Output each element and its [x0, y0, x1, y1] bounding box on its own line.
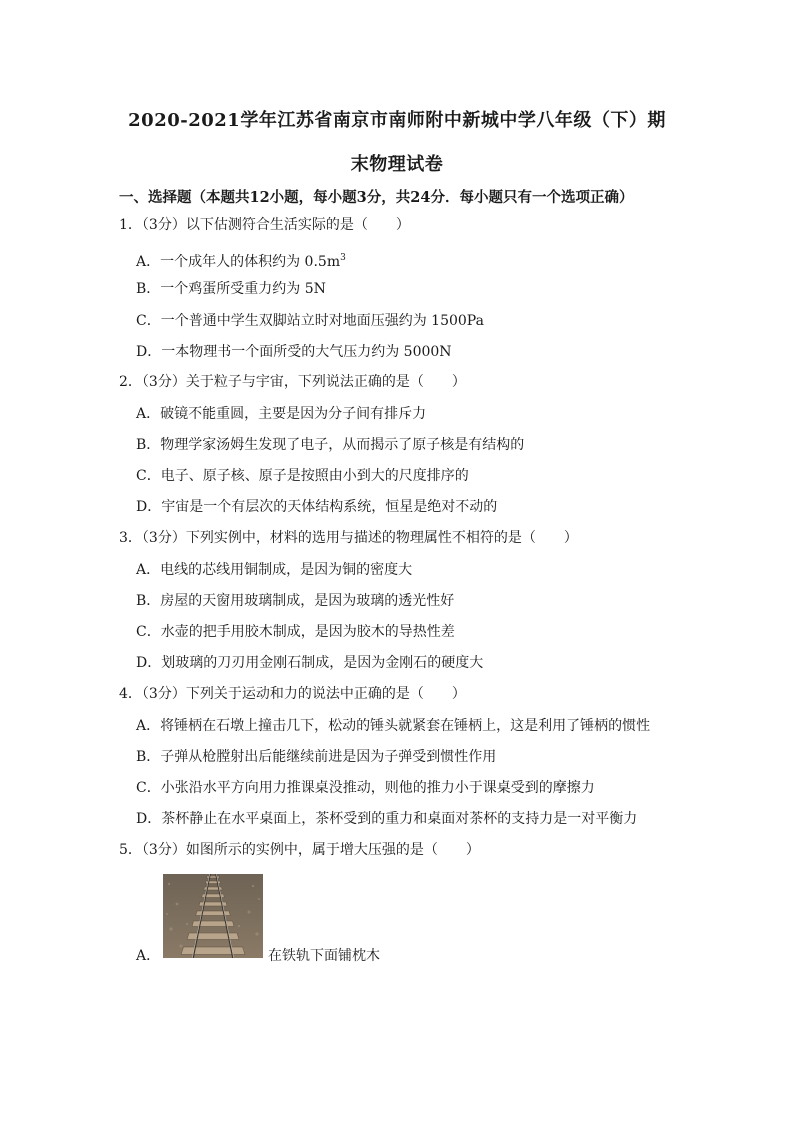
question-3-option-a: A．电线的芯线用铜制成，是因为铜的密度大	[136, 562, 413, 578]
question-1-stem: 1．（3分）以下估测符合生活实际的是（ ）	[119, 217, 410, 233]
question-2-option-a: A．破镜不能重圆，主要是因为分子间有排斥力	[136, 406, 427, 422]
question-5-option-a-caption: 在铁轨下面铺枕木	[268, 948, 380, 964]
question-5-stem: 5．（3分）如图所示的实例中，属于增大压强的是（ ）	[119, 842, 480, 858]
question-4-option-a: A．将锤柄在石墩上撞击几下，松动的锤头就紧套在锤柄上，这是利用了锤柄的惯性	[136, 718, 651, 734]
question-4-option-b: B．子弹从枪膛射出后能继续前进是因为子弹受到惯性作用	[136, 749, 497, 765]
question-3-option-d: D．划玻璃的刀刃用金刚石制成，是因为金刚石的硬度大	[136, 655, 484, 671]
question-2-option-d: D．宇宙是一个有层次的天体结构系统，恒星是绝对不动的	[136, 499, 498, 515]
question-2-stem: 2．（3分）关于粒子与宇宙，下列说法正确的是（ ）	[119, 374, 466, 390]
exam-title-line-2: 末物理试卷	[350, 154, 444, 175]
question-4-option-c: C．小张沿水平方向用力推课桌没推动，则他的推力小于课桌受到的摩擦力	[136, 780, 595, 796]
question-3-option-b: B．房屋的天窗用玻璃制成，是因为玻璃的透光性好	[136, 593, 455, 609]
question-1-option-a	[136, 248, 346, 272]
question-3-option-c: C．水壶的把手用胶木制成，是因为胶木的导热性差	[136, 624, 455, 640]
railway-track-illustration	[163, 874, 263, 958]
superscript-cubed: 3	[340, 253, 346, 263]
question-1-option-a-text: A．一个成年人的体积约为 0.5m	[136, 254, 341, 270]
question-5-option-a-label: A．	[136, 948, 161, 964]
question-1-option-b: B．一个鸡蛋所受重力约为 5N	[136, 281, 326, 297]
section-heading-choice: 一、选择题（本题共12小题，每小题3分，共24分．每小题只有一个选项正确）	[119, 189, 634, 206]
railway-track-photo	[163, 874, 263, 958]
question-1-option-d: D．一本物理书一个面所受的大气压力约为 5000N	[136, 344, 452, 360]
question-4-stem: 4．（3分）下列关于运动和力的说法中正确的是（ ）	[119, 686, 466, 702]
question-2-option-b: B．物理学家汤姆生发现了电子，从而揭示了原子核是有结构的	[136, 437, 525, 453]
question-2-option-c: C．电子、原子核、原子是按照由小到大的尺度排序的	[136, 468, 469, 484]
question-3-stem: 3．（3分）下列实例中，材料的选用与描述的物理属性不相符的是（ ）	[119, 530, 578, 546]
exam-title-line-1: 2020-2021学年江苏省南京市南师附中新城中学八年级（下）期	[128, 110, 666, 131]
question-1-option-c: C．一个普通中学生双脚站立时对地面压强约为 1500Pa	[136, 313, 484, 329]
question-4-option-d: D．茶杯静止在水平桌面上，茶杯受到的重力和桌面对茶杯的支持力是一对平衡力	[136, 811, 638, 827]
